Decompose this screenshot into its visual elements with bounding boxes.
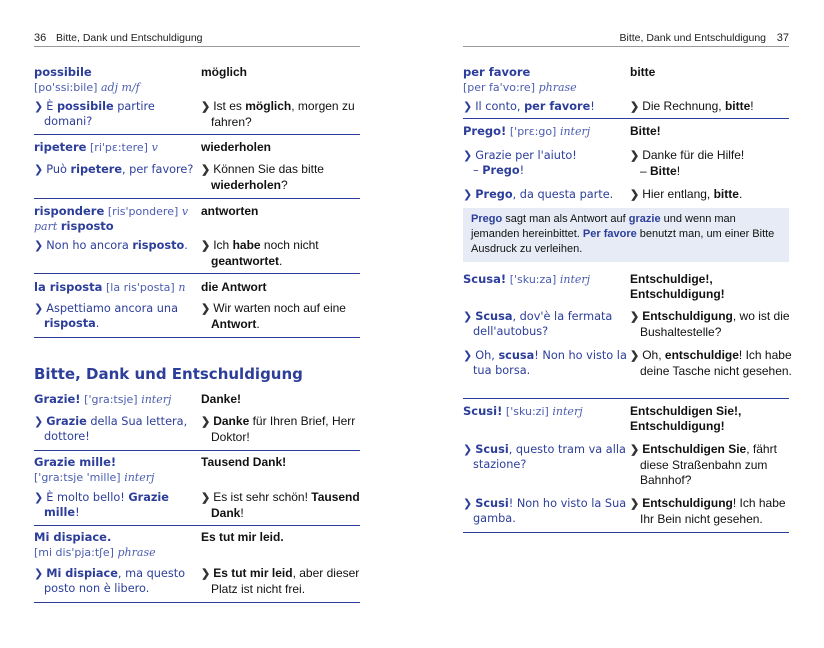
example-it: ❯ Prego, da questa parte. — [463, 188, 614, 201]
translation: Entschuldige!, Entschuldigung! — [630, 272, 725, 301]
translation: Entschuldigen Sie!, Entschuldigung! — [630, 404, 742, 433]
chevron-right-icon: ❯ — [630, 498, 640, 510]
translation: Tausend Dank! — [201, 455, 287, 469]
chevron-right-icon: ❯ — [201, 240, 211, 252]
entry-divider — [34, 450, 360, 451]
headword-block: ripetere [ri'pɛ:tere] v — [34, 140, 158, 154]
example-it: ❯ Grazie della Sua lettera, dottore! — [34, 415, 188, 443]
example-de: ❯ Hier entlang, bitte. — [630, 187, 743, 201]
translation: bitte — [630, 65, 656, 79]
chevron-right-icon: ❯ — [463, 100, 473, 113]
example-de: ❯ Es ist sehr schön! Tausend Dank! — [201, 490, 360, 520]
chevron-right-icon: ❯ — [463, 188, 473, 201]
chevron-right-icon: ❯ — [34, 567, 44, 580]
chevron-right-icon: ❯ — [630, 444, 640, 456]
example-it: ❯ Scusa, dov'è la fermata dell'autobus? — [463, 310, 613, 338]
grammar-label: adj m/f — [101, 81, 140, 94]
headword-block: Scusi! ['sku:zi] interj — [463, 404, 583, 418]
entry-divider — [34, 337, 360, 338]
headword-block: Scusa! ['sku:za] interj — [463, 272, 591, 286]
example-it: ❯ Il conto, per favore! — [463, 100, 595, 113]
translation: Es tut mir leid. — [201, 530, 284, 544]
chevron-right-icon: ❯ — [463, 149, 473, 162]
example-it: ❯ È molto bello! Grazie mille! — [34, 491, 169, 519]
example-it: ❯ È possibile partire domani? — [34, 100, 155, 128]
entry-divider — [34, 198, 360, 199]
example-it: ❯ Grazie per l'aiuto! – Prego! — [463, 149, 577, 177]
headword-block: Grazie! ['gra:tsje] interj — [34, 392, 172, 406]
example-de: ❯ Danke für Ihren Brief, Herr Doktor! — [201, 414, 356, 444]
chevron-right-icon: ❯ — [201, 416, 211, 428]
chevron-right-icon: ❯ — [630, 311, 640, 323]
headword-block — [34, 65, 194, 95]
usage-note: Prego sagt man als Antwort auf grazie und wenn man jemanden hereinbittet. Per favore benutzt man, um einer Bitte Ausdruck zu verleihen. — [463, 208, 789, 262]
right-page — [463, 0, 792, 648]
chevron-right-icon: ❯ — [201, 164, 211, 176]
chevron-right-icon: ❯ — [463, 497, 473, 510]
page-number: 36 — [34, 32, 47, 44]
chevron-right-icon: ❯ — [34, 163, 44, 176]
entry-divider — [463, 118, 789, 119]
running-title: Bitte, Dank und Entschuldigung — [619, 32, 766, 44]
chevron-right-icon: ❯ — [201, 101, 211, 113]
headword-block: per favore [per fa'vo:re] phrase — [463, 65, 577, 94]
headword-block: Grazie mille! ['gra:tsje 'mille] interj — [34, 455, 155, 484]
chevron-right-icon: ❯ — [34, 415, 44, 428]
entry-divider — [34, 273, 360, 274]
example-it: ❯ Può ripetere, per favore? — [34, 163, 194, 176]
headword-block: rispondere [ris'pondere] v part risposto — [34, 204, 189, 233]
chevron-right-icon: ❯ — [34, 491, 44, 504]
chevron-right-icon: ❯ — [34, 302, 44, 315]
entry-divider — [463, 532, 789, 533]
pronunciation: [po'ssi:bile] — [34, 81, 98, 94]
translation: Bitte! — [630, 124, 661, 138]
example-de: ❯ Ist es möglich, morgen zu fahren? — [201, 99, 355, 129]
example-de: ❯ Die Rechnung, bitte! — [630, 99, 754, 113]
entry-divider — [463, 398, 789, 399]
translation: wiederholen — [201, 140, 272, 154]
example-de: ❯ Danke für die Hilfe! – Bitte! — [630, 148, 745, 178]
example-it: ❯ Scusi, questo tram va alla stazione? — [463, 443, 626, 471]
chevron-right-icon: ❯ — [34, 239, 44, 252]
example-de: ❯ Wir warten noch auf eine Antwort. — [201, 301, 346, 331]
headword-block: Prego! ['prɛ:go] interj — [463, 124, 591, 138]
running-head-left — [34, 30, 360, 47]
example-de: ❯ Entschuldigung, wo ist die Bushaltestelle? — [630, 309, 790, 339]
translation: Danke! — [201, 392, 242, 406]
chevron-right-icon: ❯ — [201, 568, 211, 580]
running-head-right — [463, 30, 789, 47]
example-it: ❯ Oh, scusa! Non ho visto la tua borsa. — [463, 349, 627, 377]
example-de: ❯ Es tut mir leid, aber dieser Platz ist nicht frei. — [201, 566, 360, 596]
entry-divider — [34, 602, 360, 603]
example-de: ❯ Entschuldigen Sie, fährt diese Straßenbahn zum Bahnhof? — [630, 442, 777, 487]
example-it: ❯ Scusi! Non ho visto la Sua gamba. — [463, 497, 627, 525]
headword-block: la risposta [la ris'posta] n — [34, 280, 186, 294]
example-it: ❯ Aspettiamo ancora una risposta. — [34, 302, 178, 330]
chevron-right-icon: ❯ — [34, 100, 44, 113]
chevron-right-icon: ❯ — [201, 492, 211, 504]
example-de: ❯ Oh, entschuldige! Ich habe deine Tasche nicht gesehen. — [630, 348, 792, 378]
entry-divider — [34, 525, 360, 526]
headword: possibile — [34, 65, 92, 79]
entry-divider — [34, 134, 360, 135]
example-it: ❯ Non ho ancora risposto. — [34, 239, 188, 252]
example-de: ❯ Entschuldigung! Ich habe Ihr Bein nicht gesehen. — [630, 496, 786, 526]
translation: möglich — [201, 65, 248, 79]
chevron-right-icon: ❯ — [463, 443, 473, 456]
chevron-right-icon: ❯ — [630, 101, 640, 113]
chevron-right-icon: ❯ — [630, 350, 640, 362]
chevron-right-icon: ❯ — [630, 189, 640, 201]
example-it: ❯ Mi dispiace, ma questo posto non è libero. — [34, 567, 186, 595]
example-de: ❯ Können Sie das bitte wiederholen? — [201, 162, 324, 192]
running-title: Bitte, Dank und Entschuldigung — [56, 32, 203, 44]
translation: die Antwort — [201, 280, 267, 294]
example-de: ❯ Ich habe noch nicht geantwortet. — [201, 238, 319, 268]
chevron-right-icon: ❯ — [463, 310, 473, 323]
chevron-right-icon: ❯ — [201, 303, 211, 315]
section-title: Bitte, Dank und Entschuldigung — [34, 365, 303, 383]
left-page — [34, 0, 360, 648]
translation: antworten — [201, 204, 259, 218]
chevron-right-icon: ❯ — [630, 150, 640, 162]
chevron-right-icon: ❯ — [463, 349, 473, 362]
page-number: 37 — [776, 32, 789, 44]
headword-block: Mi dispiace. [mi dis'pja:tʃe] phrase — [34, 530, 156, 559]
